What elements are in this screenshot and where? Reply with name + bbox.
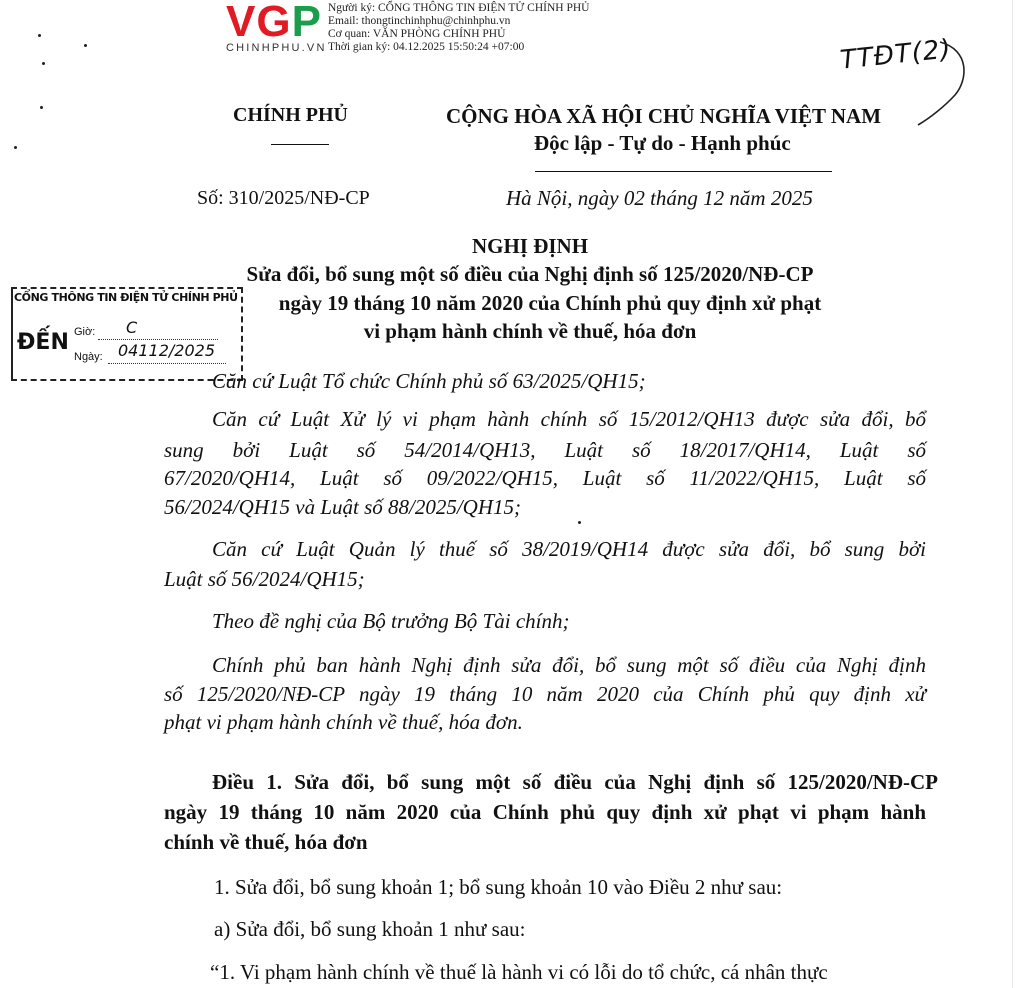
preamble-decision-line: Chính phủ ban hành Nghị định sửa đổi, bổ sung một số điều của Nghị định: [212, 653, 926, 677]
preamble-basis-3-line: Căn cứ Luật Quản lý thuế số 38/2019/QH14 được sửa đổi, bổ sung bởi: [212, 537, 926, 561]
signature-email: Email: thongtinchinhphu@chinhphu.vn: [328, 15, 511, 27]
signature-agency: Cơ quan: VĂN PHÒNG CHÍNH PHỦ: [328, 28, 506, 40]
article-1-heading-line: ngày 19 tháng 10 năm 2020 của Chính phủ quy định xử phạt vi phạm hành: [164, 800, 926, 824]
document-title-line: vi phạm hành chính về thuế, hóa đơn: [363, 319, 697, 343]
country-name: CỘNG HÒA XÃ HỘI CHỦ NGHĨA VIỆT NAM: [446, 104, 882, 128]
scan-speck: [40, 106, 43, 109]
vgp-logo: VGP: [226, 0, 322, 46]
preamble-proposal: Theo đề nghị của Bộ trưởng Bộ Tài chính;: [212, 609, 570, 633]
document-title-line: ngày 19 tháng 10 năm 2020 của Chính phủ quy định xử phạt: [278, 291, 822, 315]
clause-1: 1. Sửa đổi, bổ sung khoản 1; bổ sung khoản 10 vào Điều 2 như sau:: [214, 875, 783, 899]
scan-speck: [38, 34, 41, 37]
scan-speck: [42, 62, 45, 65]
stamp-ngay-dots: [108, 363, 226, 364]
signature-signer: Người ký: CỔNG THÔNG TIN ĐIỆN TỬ CHÍNH PHỦ: [328, 2, 590, 14]
handwritten-stroke: [900, 40, 980, 130]
motto-underline: [535, 171, 832, 172]
signature-time: Thời gian ký: 04.12.2025 15:50:24 +07:00: [328, 41, 525, 53]
agency-underline: [271, 144, 329, 145]
clause-1a: a) Sửa đổi, bổ sung khoản 1 như sau:: [214, 917, 526, 941]
scan-speck: [14, 146, 17, 149]
preamble-basis-2-line: sung bởi Luật số 54/2014/QH13, Luật số 18/2017/QH14, Luật số: [164, 438, 926, 462]
preamble-basis-3-line: Luật số 56/2024/QH15;: [164, 567, 365, 591]
stamp-ngay-label: Ngày:: [74, 351, 103, 363]
document-number: Số: 310/2025/NĐ-CP: [197, 187, 370, 209]
scan-speck: [578, 521, 581, 524]
stamp-gio-dots: [98, 339, 218, 340]
scan-edge: [1012, 0, 1024, 988]
national-motto: Độc lập - Tự do - Hạnh phúc: [534, 131, 791, 155]
article-1-heading-line: Điều 1. Sửa đổi, bổ sung một số điều của Nghị định số 125/2020/NĐ-CP: [212, 770, 938, 794]
preamble-basis-2-line: 56/2024/QH15 và Luật số 88/2025/QH15;: [164, 495, 521, 519]
document-title-line: Sửa đổi, bổ sung một số điều của Nghị định số 125/2020/NĐ-CP: [246, 262, 814, 286]
document-type: NGHỊ ĐỊNH: [471, 234, 589, 258]
preamble-decision-line: phạt vi phạm hành chính về thuế, hóa đơn.: [164, 710, 523, 734]
preamble-basis-2-line: Căn cứ Luật Xử lý vi phạm hành chính số 15/2012/QH13 được sửa đổi, bổ: [212, 407, 926, 431]
preamble-basis-2-line: 67/2020/QH14, Luật số 09/2022/QH15, Luật số 11/2022/QH15, Luật số: [164, 466, 926, 490]
digital-signature-block: [328, 2, 589, 54]
scan-speck: [84, 44, 87, 47]
preamble-basis-1: Căn cứ Luật Tổ chức Chính phủ số 63/2025/QH15;: [212, 369, 646, 393]
article-1-heading-line: chính về thuế, hóa đơn: [164, 830, 368, 854]
issuing-agency: CHÍNH PHỦ: [233, 104, 348, 126]
clause-1a-text: “1. Vi phạm hành chính về thuế là hành vi có lỗi do tổ chức, cá nhân thực: [210, 960, 828, 984]
stamp-header: CỔNG THÔNG TIN ĐIỆN TỬ CHÍNH PHỦ: [14, 291, 238, 304]
place-and-date: Hà Nội, ngày 02 tháng 12 năm 2025: [506, 186, 813, 210]
stamp-den-label: ĐẾN: [17, 330, 69, 355]
preamble-decision-line: số 125/2020/NĐ-CP ngày 19 tháng 10 năm 2020 của Chính phủ quy định xử: [164, 682, 926, 706]
handwritten-note: TTĐT(2): [838, 34, 953, 76]
stamp-gio-value: C: [126, 318, 138, 337]
stamp-ngay-value: 04112/2025: [118, 341, 216, 360]
vgp-logo-caption: CHINHPHU.VN: [226, 42, 327, 54]
stamp-gio-label: Giờ:: [74, 326, 96, 338]
